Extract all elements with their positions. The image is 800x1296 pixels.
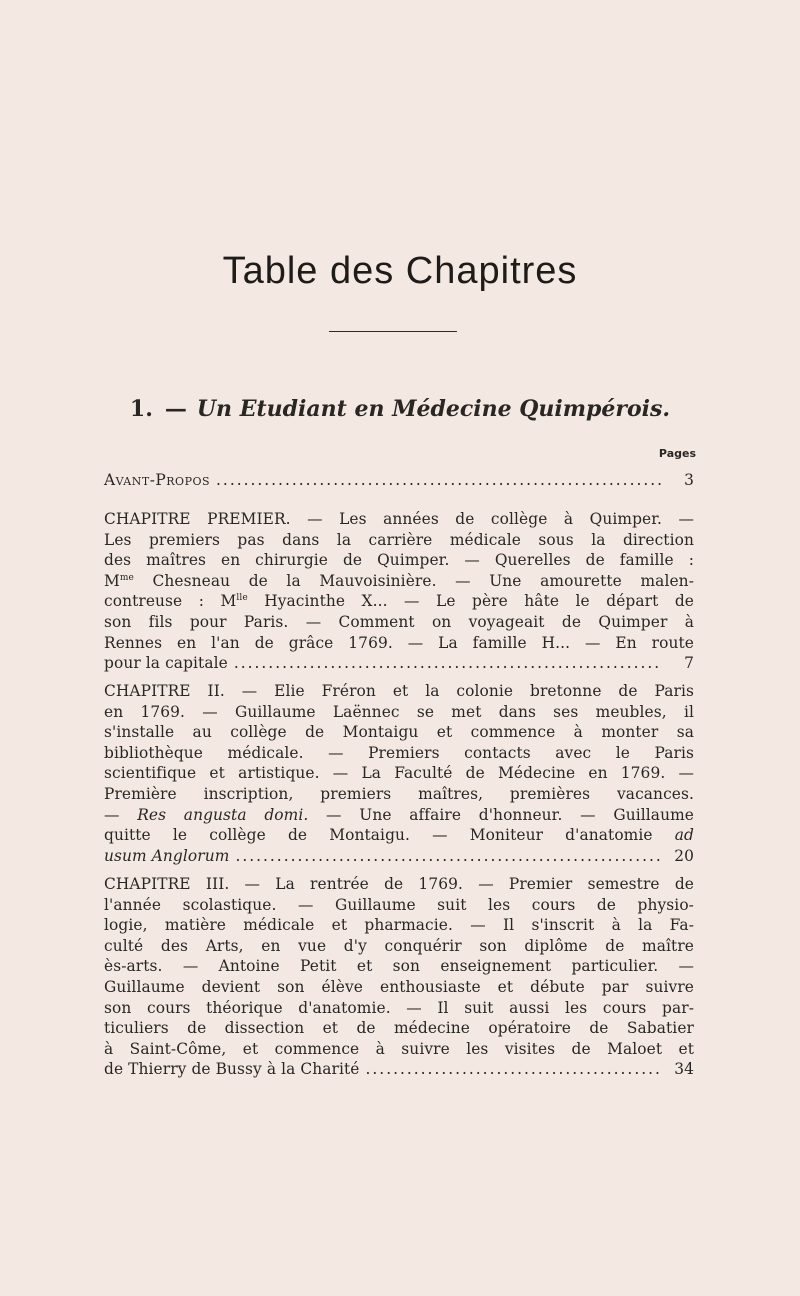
page-number: 3 bbox=[684, 471, 694, 489]
entry-line: pour la capitale bbox=[104, 654, 228, 673]
part-dash: — bbox=[164, 396, 187, 422]
part-number: 1. bbox=[129, 396, 153, 422]
entry-line: scientifique et artistique. — La Faculté de Médecine en 1769. — bbox=[104, 764, 694, 783]
entry-line: bibliothèque médicale. — Premiers contacts avec le Paris bbox=[104, 743, 694, 762]
part-heading bbox=[0, 396, 800, 422]
entry-line: quitte le collège de Montaigu. — Moniteur d'anatomie ad bbox=[104, 826, 694, 845]
entry-line: Guillaume devient son élève enthousiaste et débute par suivre bbox=[104, 977, 694, 996]
entry-line: — Res angusta domi. — Une affaire d'honneur. — Guillaume bbox=[104, 805, 694, 824]
entry-line: CHAPITRE PREMIER. — Les années de collège à Quimper. — bbox=[104, 510, 694, 528]
page-title: Table des Chapitres bbox=[222, 250, 578, 292]
entry-line: de Thierry de Bussy à la Charité bbox=[104, 1060, 360, 1079]
entry-line: contreuse : $M^{lle}$ Hyacinthe X... — Le père hâte le départ de bbox=[104, 592, 694, 611]
entry-line: l'année scolastique. — Guillaume suit les cours de physio- bbox=[104, 895, 694, 914]
entry-title: Avant-Propos bbox=[104, 471, 211, 489]
entry-line: CHAPITRE II. — Elie Fréron et la colonie bretonne de Paris bbox=[104, 682, 694, 700]
entry-line: s'installe au collège de Montaigu et commence à monter sa bbox=[104, 723, 694, 742]
leader-dots bbox=[235, 846, 662, 867]
entry-line: à Saint-Côme, et commence à suivre les visites de Maloet et bbox=[104, 1039, 694, 1058]
entry-line: son fils pour Paris. — Comment on voyageait de Quimper à bbox=[104, 612, 694, 631]
entry-line: $M^{me}$ Chesneau de la Mauvoisinière. — Une amourette malen- bbox=[104, 571, 694, 590]
part-title: Un Etudiant en Médecine Quimpérois. bbox=[196, 396, 671, 422]
toc-entry-avant-propos[interactable] bbox=[104, 470, 694, 491]
entry-line: culté des Arts, en vue d'y conquérir son diplôme de maître bbox=[104, 936, 694, 955]
page-number: 20 bbox=[674, 846, 694, 865]
entry-line: des maîtres en chirurgie de Quimper. — Querelles de famille : bbox=[104, 551, 694, 570]
toc-entry-chapitre-2[interactable] bbox=[104, 681, 694, 866]
leader-dots bbox=[234, 653, 662, 674]
entry-line: Les premiers pas dans la carrière médicale sous la direction bbox=[104, 530, 694, 549]
pages-column-label: Pages bbox=[658, 447, 696, 460]
entry-line: CHAPITRE III. — La rentrée de 1769. — Premier semestre de bbox=[104, 875, 694, 893]
entry-line: Rennes en l'an de grâce 1769. — La famille H... — En route bbox=[104, 633, 694, 652]
toc-entry-chapitre-1[interactable] bbox=[104, 509, 694, 674]
entry-line: ès-arts. — Antoine Petit et son enseignement particulier. — bbox=[104, 957, 694, 976]
entry-line: en 1769. — Guillaume Laënnec se met dans ses meubles, il bbox=[104, 702, 694, 721]
title-divider bbox=[329, 331, 457, 332]
entry-line: usum Anglorum bbox=[104, 846, 230, 865]
toc-entry-chapitre-3[interactable] bbox=[104, 874, 694, 1080]
page-number: 7 bbox=[684, 654, 694, 673]
leader-dots bbox=[366, 1059, 662, 1080]
entry-line: ticuliers de dissection et de médecine opératoire de Sabatier bbox=[104, 1019, 694, 1038]
page-number: 34 bbox=[674, 1060, 694, 1079]
entry-line: son cours théorique d'anatomie. — Il suit aussi les cours par- bbox=[104, 998, 694, 1017]
entry-line: logie, matière médicale et pharmacie. — Il s'inscrit à la Fa- bbox=[104, 916, 694, 935]
entry-line: Première inscription, premiers maîtres, premières vacances. bbox=[104, 784, 694, 803]
leader-dots bbox=[216, 470, 662, 491]
